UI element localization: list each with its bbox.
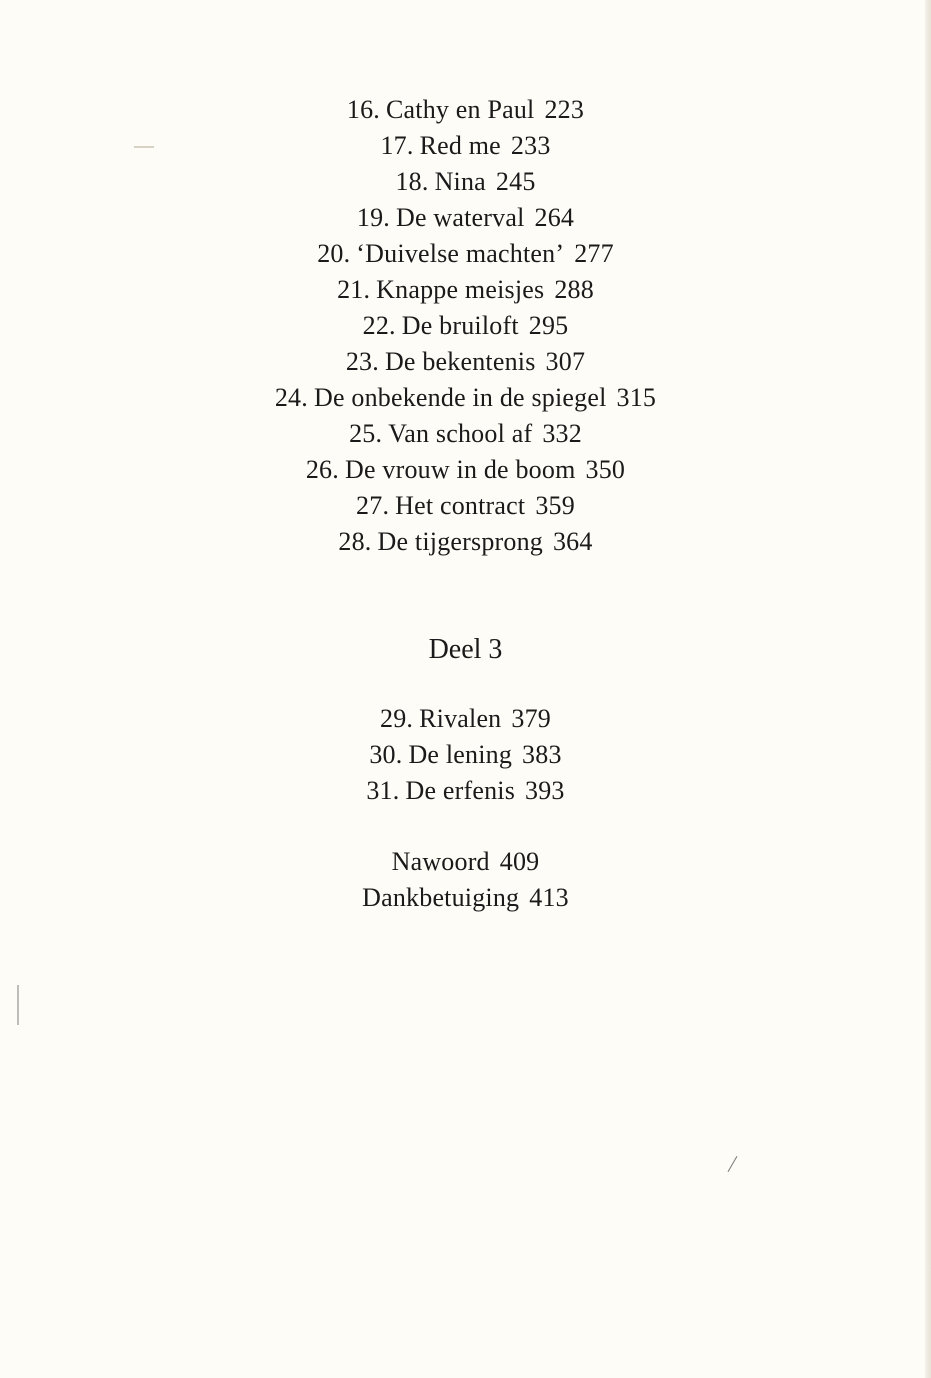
chapter-title: De lening [408,740,513,769]
page-number: 359 [535,491,575,520]
toc-entry[interactable] [0,344,931,380]
toc-entry[interactable] [0,701,931,737]
chapter-number: 26. [305,455,339,484]
toc-entry[interactable] [0,128,931,164]
page-number: 277 [574,239,614,268]
chapter-title: De onbekende in de spiegel [313,383,607,412]
page-number: 350 [585,455,626,484]
toc-entry[interactable] [0,380,931,416]
chapter-title: ‘Duivelse machten’ [356,239,565,268]
toc-entry[interactable] [0,524,931,560]
page-number: 245 [495,167,536,196]
toc-entry[interactable] [0,844,931,880]
chapter-number: 27. [356,491,390,520]
part3-heading: Deel 3 [428,634,503,665]
page-number: 409 [499,847,540,876]
page-number: 264 [534,203,575,232]
toc-entry[interactable] [0,200,931,236]
page-number: 223 [544,95,585,124]
page-number: 315 [616,383,657,412]
chapter-title: De waterval [395,203,525,232]
chapter-title: Nina [434,167,486,196]
chapter-title: De tijgersprong [377,527,543,556]
toc-entry[interactable] [0,92,931,128]
chapter-title: De bekentenis [384,347,536,376]
page-number: 383 [522,740,562,769]
chapter-number: 30. [369,740,403,769]
toc-entry[interactable] [0,880,931,916]
toc-entry[interactable] [0,164,931,200]
toc-entry[interactable] [0,272,931,308]
page-number: 332 [542,419,582,448]
toc-entry[interactable] [0,488,931,524]
chapter-number: 29. [380,704,414,733]
chapter-title: Cathy en Paul [386,95,535,124]
chapter-title: De erfenis [405,776,516,805]
chapter-number: 24. [274,383,308,412]
toc-part2 [0,92,931,560]
page-number: 379 [511,704,551,733]
page-number: 307 [545,347,586,376]
scan-speck [728,1156,738,1172]
chapter-title: Rivalen [419,704,502,733]
back-matter-title: Nawoord [391,847,490,876]
scan-speck [17,985,19,1025]
chapter-number: 18. [395,167,429,196]
chapter-title: De vrouw in de boom [344,455,576,484]
chapter-number: 19. [356,203,390,232]
page-number: 413 [529,883,569,912]
toc-entry[interactable] [0,452,931,488]
toc-entry[interactable] [0,236,931,272]
toc-back-matter [0,844,931,916]
chapter-number: 31. [366,776,400,805]
chapter-number: 16. [346,95,380,124]
chapter-number: 21. [337,275,371,304]
toc-part3 [0,701,931,809]
chapter-number: 25. [349,419,383,448]
page-number: 364 [552,527,593,556]
chapter-title: Red me [419,131,501,160]
chapter-number: 23. [345,347,379,376]
page-number: 233 [510,131,551,160]
toc-entry[interactable] [0,773,931,809]
chapter-title: Van school af [388,419,533,448]
page-number: 393 [525,776,565,805]
chapter-number: 22. [362,311,396,340]
chapter-number: 20. [317,239,351,268]
chapter-title: Knappe meisjes [376,275,545,304]
chapter-title: De bruiloft [401,311,519,340]
chapter-number: 17. [380,131,414,160]
toc-entry[interactable] [0,308,931,344]
toc-entry[interactable] [0,416,931,452]
page-number: 295 [528,311,569,340]
chapter-title: Het contract [395,491,526,520]
toc-entry[interactable] [0,737,931,773]
back-matter-title: Dankbetuiging [362,883,520,912]
page-number: 288 [554,275,594,304]
chapter-number: 28. [338,527,372,556]
